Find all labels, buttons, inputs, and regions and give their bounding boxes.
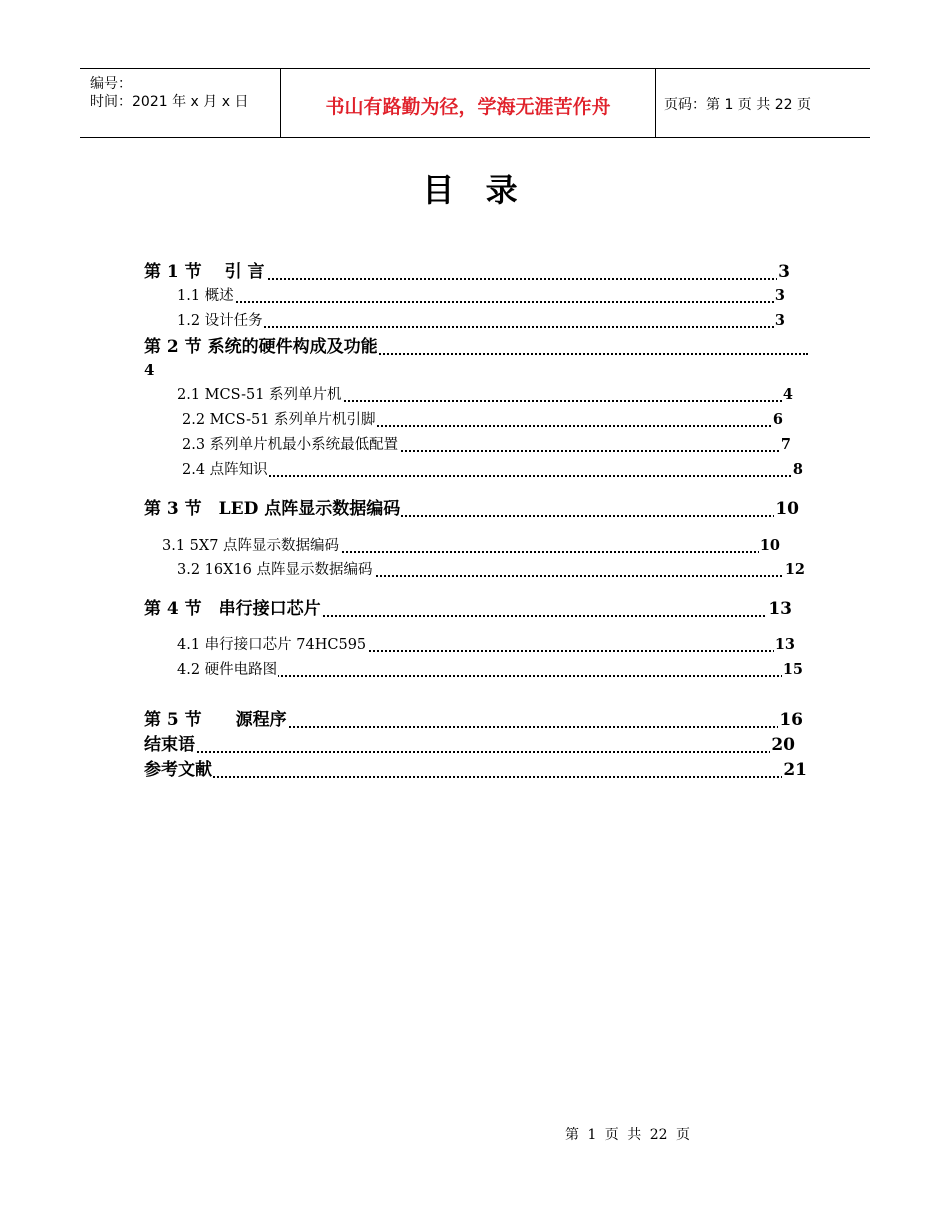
header-page-cell bbox=[655, 69, 870, 137]
header-motto-cell bbox=[280, 69, 656, 137]
toc-entry-references[interactable]: 参考文献 21 bbox=[144, 760, 807, 780]
serial-label: 编号： bbox=[90, 76, 132, 92]
toc-entry-3-2[interactable]: 3.2 16X16 点阵显示数据编码 12 bbox=[177, 559, 805, 581]
header-info-cell bbox=[80, 69, 280, 137]
toc-entry-2-1[interactable]: 2.1 MCS-51 系列单片机 4 bbox=[177, 384, 793, 406]
page-header bbox=[80, 68, 870, 138]
toc-entry-section-2[interactable]: 第 2 节 系统的硬件构成及功能 bbox=[144, 335, 808, 359]
toc-entry-section-5[interactable]: 第 5 节 源程序 16 bbox=[144, 710, 803, 730]
page-footer: 第 1 页 共 22 页 bbox=[565, 1127, 690, 1143]
toc-entry-1-1[interactable]: 1.1 概述 3 bbox=[177, 285, 785, 307]
toc-entry-4-1[interactable]: 4.1 串行接口芯片 74HC595 13 bbox=[177, 634, 795, 656]
motto: 书山有路勤为径，学海无涯苦作舟 bbox=[325, 96, 611, 118]
toc-entry-section-1[interactable]: 第 1 节 引 言 3 bbox=[144, 262, 790, 282]
toc-entry-section-3[interactable]: 第 3 节 LED 点阵显示数据编码 10 bbox=[144, 499, 799, 519]
toc-entry-3-1[interactable]: 3.1 5X7 点阵显示数据编码 10 bbox=[162, 535, 780, 557]
toc-entry-4-2[interactable]: 4.2 硬件电路图 15 bbox=[177, 659, 803, 681]
time-label: 时间：2021 年 x 月 x 日 bbox=[90, 94, 249, 110]
toc-entry-2-3[interactable]: 2.3 系列单片机最小系统最低配置 7 bbox=[182, 434, 791, 456]
toc-entry-conclusion[interactable]: 结束语 20 bbox=[144, 735, 795, 755]
page-code: 页码：第 1 页 共 22 页 bbox=[664, 97, 811, 113]
toc-entry-1-2[interactable]: 1.2 设计任务 3 bbox=[177, 310, 785, 332]
toc-entry-section-2-page: 4 bbox=[144, 361, 155, 379]
toc-entry-2-4[interactable]: 2.4 点阵知识 8 bbox=[182, 459, 803, 481]
toc-entry-2-2[interactable]: 2.2 MCS-51 系列单片机引脚 6 bbox=[182, 409, 783, 431]
toc-entry-section-4[interactable]: 第 4 节 串行接口芯片 13 bbox=[144, 599, 792, 619]
page-title: 目 录 bbox=[422, 171, 528, 209]
